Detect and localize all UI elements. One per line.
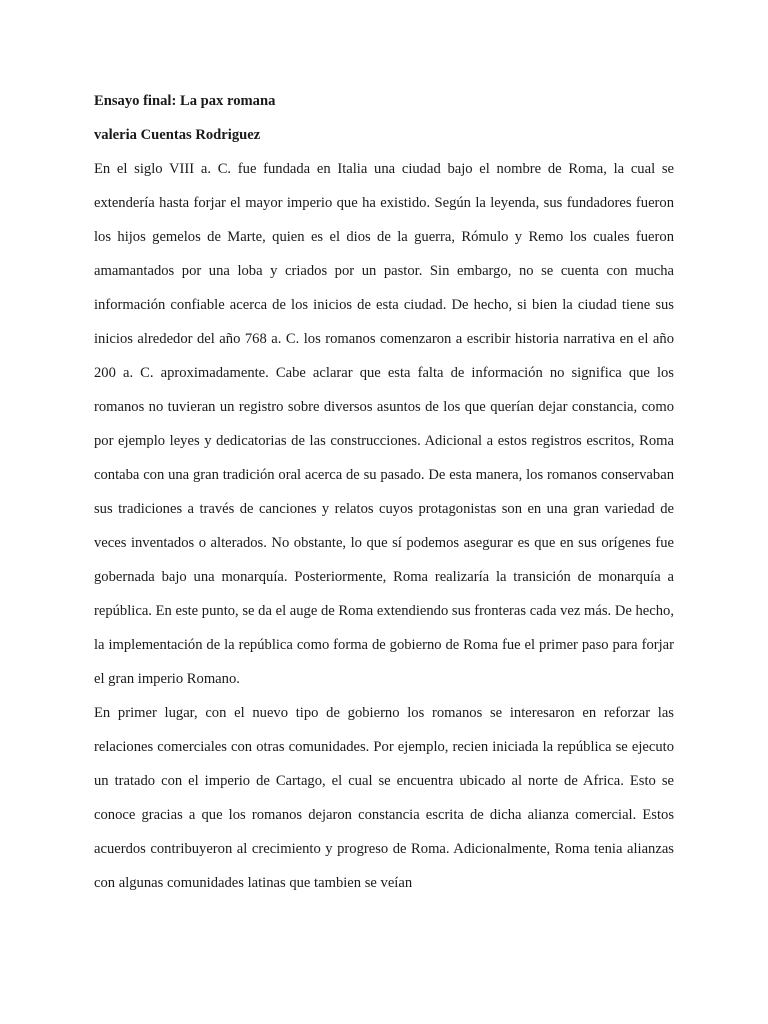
essay-title: Ensayo final: La pax romana (94, 93, 276, 109)
paragraph-1: En el siglo VIII a. C. fue fundada en Italia una ciudad bajo el nombre de Roma, la cual se extendería hasta forjar el mayor imperio que ha existido. Según la leyenda, sus fundadores fueron los hijos gemelos de Marte, quien es el dios de la guerra, Rómulo y Remo los cuales fueron amamantados por una loba y criados por un pastor. Sin embargo, no se cuenta con mucha información confiable acerca de los inicios de esta ciudad. De hecho, si bien la ciudad tiene sus inicios alrededor del año 768 a. C. los romanos comenzaron a escribir historia narrativa en el año 200 a. C. aproximadamente. Cabe aclarar que esta falta de información no significa que los romanos no tuvieran un registro sobre diversos asuntos de los que querían dejar constancia, como por ejemplo leyes y dedicatorias de las construcciones. Adicional a estos registros escritos, Roma contaba con una gran tradición oral acerca de su pasado. De esta manera, los romanos conservaban sus tradiciones a través de canciones y relatos cuyos protagonistas son en una gran variedad de veces inventados o alterados. No obstante, lo que sí podemos asegurar es que en sus orígenes fue gobernada bajo una monarquía. Posteriormente, Roma realizaría la transición de monarquía a república. En este punto, se da el auge de Roma extendiendo sus fronteras cada vez más. De hecho, la implementación de la república como forma de gobierno de Roma fue el primer paso para forjar el gran imperio Romano. (94, 161, 674, 687)
author-name: valeria Cuentas Rodriguez (94, 127, 261, 143)
document-body (94, 84, 674, 900)
paragraph-2: En primer lugar, con el nuevo tipo de gobierno los romanos se interesaron en reforzar las relaciones comerciales con otras comunidades. Por ejemplo, recien iniciada la república se ejecuto un tratado con el imperio de Cartago, el cual se encuentra ubicado al norte de Africa. Esto se conoce gracias a que los romanos dejaron constancia escrita de dicha alianza comercial. Estos acuerdos contribuyeron al crecimiento y progreso de Roma. Adicionalmente, Roma tenia alianzas con algunas comunidades latinas que tambien se veían (94, 705, 674, 891)
